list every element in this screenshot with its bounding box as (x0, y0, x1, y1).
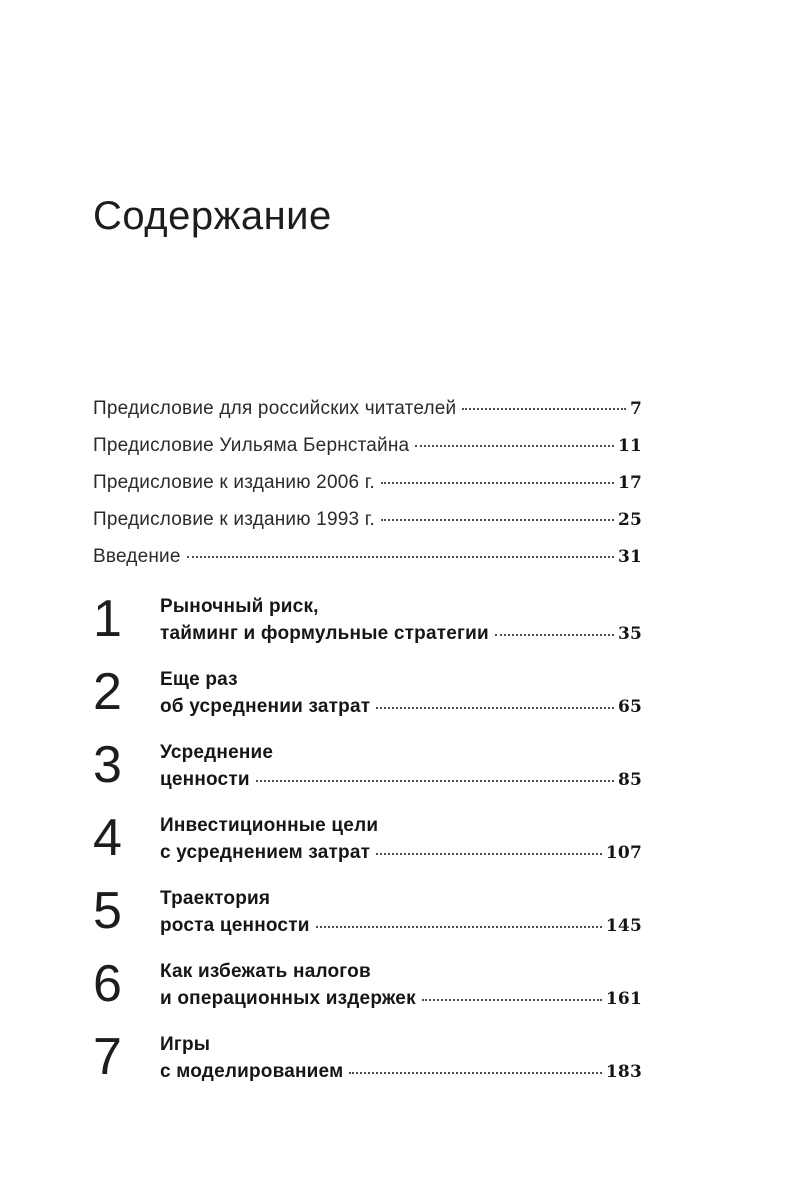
chapter-title-line1: Еще раз (160, 669, 238, 690)
toc-chapter-entry (93, 882, 642, 940)
chapter-title-line1: Игры (160, 1034, 211, 1055)
chapter-title-line1: Траектория (160, 888, 271, 909)
chapter-list (93, 590, 642, 1086)
chapter-number: 3 (93, 736, 121, 794)
chapter-number: 2 (93, 663, 121, 721)
chapter-title-line2: об усреднении затрат (160, 696, 371, 717)
chapter-page-number: 145 (605, 916, 642, 936)
chapter-page-number: 183 (605, 1062, 642, 1082)
dotted-leader (376, 853, 602, 855)
chapter-number: 4 (93, 809, 121, 867)
toc-entry-label: Введение (93, 546, 181, 567)
chapter-number: 1 (93, 590, 121, 648)
dotted-leader (422, 999, 602, 1001)
chapter-title-line2: ценности (160, 769, 250, 790)
toc-entry-label: Предисловие Уильяма Бернстайна (93, 435, 410, 456)
chapter-page-number: 107 (605, 843, 642, 863)
chapter-title-line2: с усреднением затрат (160, 842, 371, 863)
page-title: Содержание (93, 194, 332, 238)
chapter-title-line1: Как избежать налогов (160, 961, 371, 982)
toc-entry-page-number: 11 (617, 436, 642, 456)
toc-entry-label: Предисловие для российских читателей (93, 398, 457, 419)
toc-chapter-entry (93, 663, 642, 721)
toc-entry (93, 538, 642, 575)
toc-chapter-entry (93, 1028, 642, 1086)
chapter-page-number: 35 (617, 624, 642, 644)
toc-entry-page-number: 25 (617, 510, 642, 530)
chapter-title-line1: Инвестиционные цели (160, 815, 379, 836)
chapter-title-line1: Усреднение (160, 742, 274, 763)
chapter-number: 6 (93, 955, 121, 1013)
toc-chapter-entry (93, 736, 642, 794)
toc-entry-page-number: 31 (617, 547, 642, 567)
dotted-leader (381, 482, 614, 484)
chapter-title-line2: с моделированием (160, 1061, 344, 1082)
chapter-title-line2: роста ценности (160, 915, 310, 936)
dotted-leader (381, 519, 614, 521)
dotted-leader (349, 1072, 602, 1074)
chapter-page-number: 85 (617, 770, 642, 790)
dotted-leader (187, 556, 614, 558)
dotted-leader (495, 634, 614, 636)
chapter-title-line2: тайминг и формульные стратегии (160, 623, 489, 644)
chapter-page-number: 161 (605, 989, 642, 1009)
toc-entry-label: Предисловие к изданию 2006 г. (93, 472, 376, 493)
toc-entry (93, 390, 642, 427)
dotted-leader (462, 408, 626, 410)
front-matter-list (93, 390, 642, 575)
dotted-leader (316, 926, 602, 928)
toc-entry-label: Предисловие к изданию 1993 г. (93, 509, 376, 530)
dotted-leader (256, 780, 614, 782)
dotted-leader (376, 707, 614, 709)
toc-chapter-entry (93, 955, 642, 1013)
dotted-leader (415, 445, 614, 447)
toc-chapter-entry (93, 809, 642, 867)
toc-entry-page-number: 7 (629, 399, 642, 419)
toc-chapter-entry (93, 590, 642, 648)
chapter-number: 7 (93, 1028, 121, 1086)
chapter-title-line2: и операционных издержек (160, 988, 416, 1009)
toc-entry (93, 427, 642, 464)
chapter-title-line1: Рыночный риск, (160, 596, 319, 617)
toc-entry (93, 464, 642, 501)
chapter-number: 5 (93, 882, 121, 940)
toc-entry-page-number: 17 (617, 473, 642, 493)
toc-entry (93, 501, 642, 538)
chapter-page-number: 65 (617, 697, 642, 717)
